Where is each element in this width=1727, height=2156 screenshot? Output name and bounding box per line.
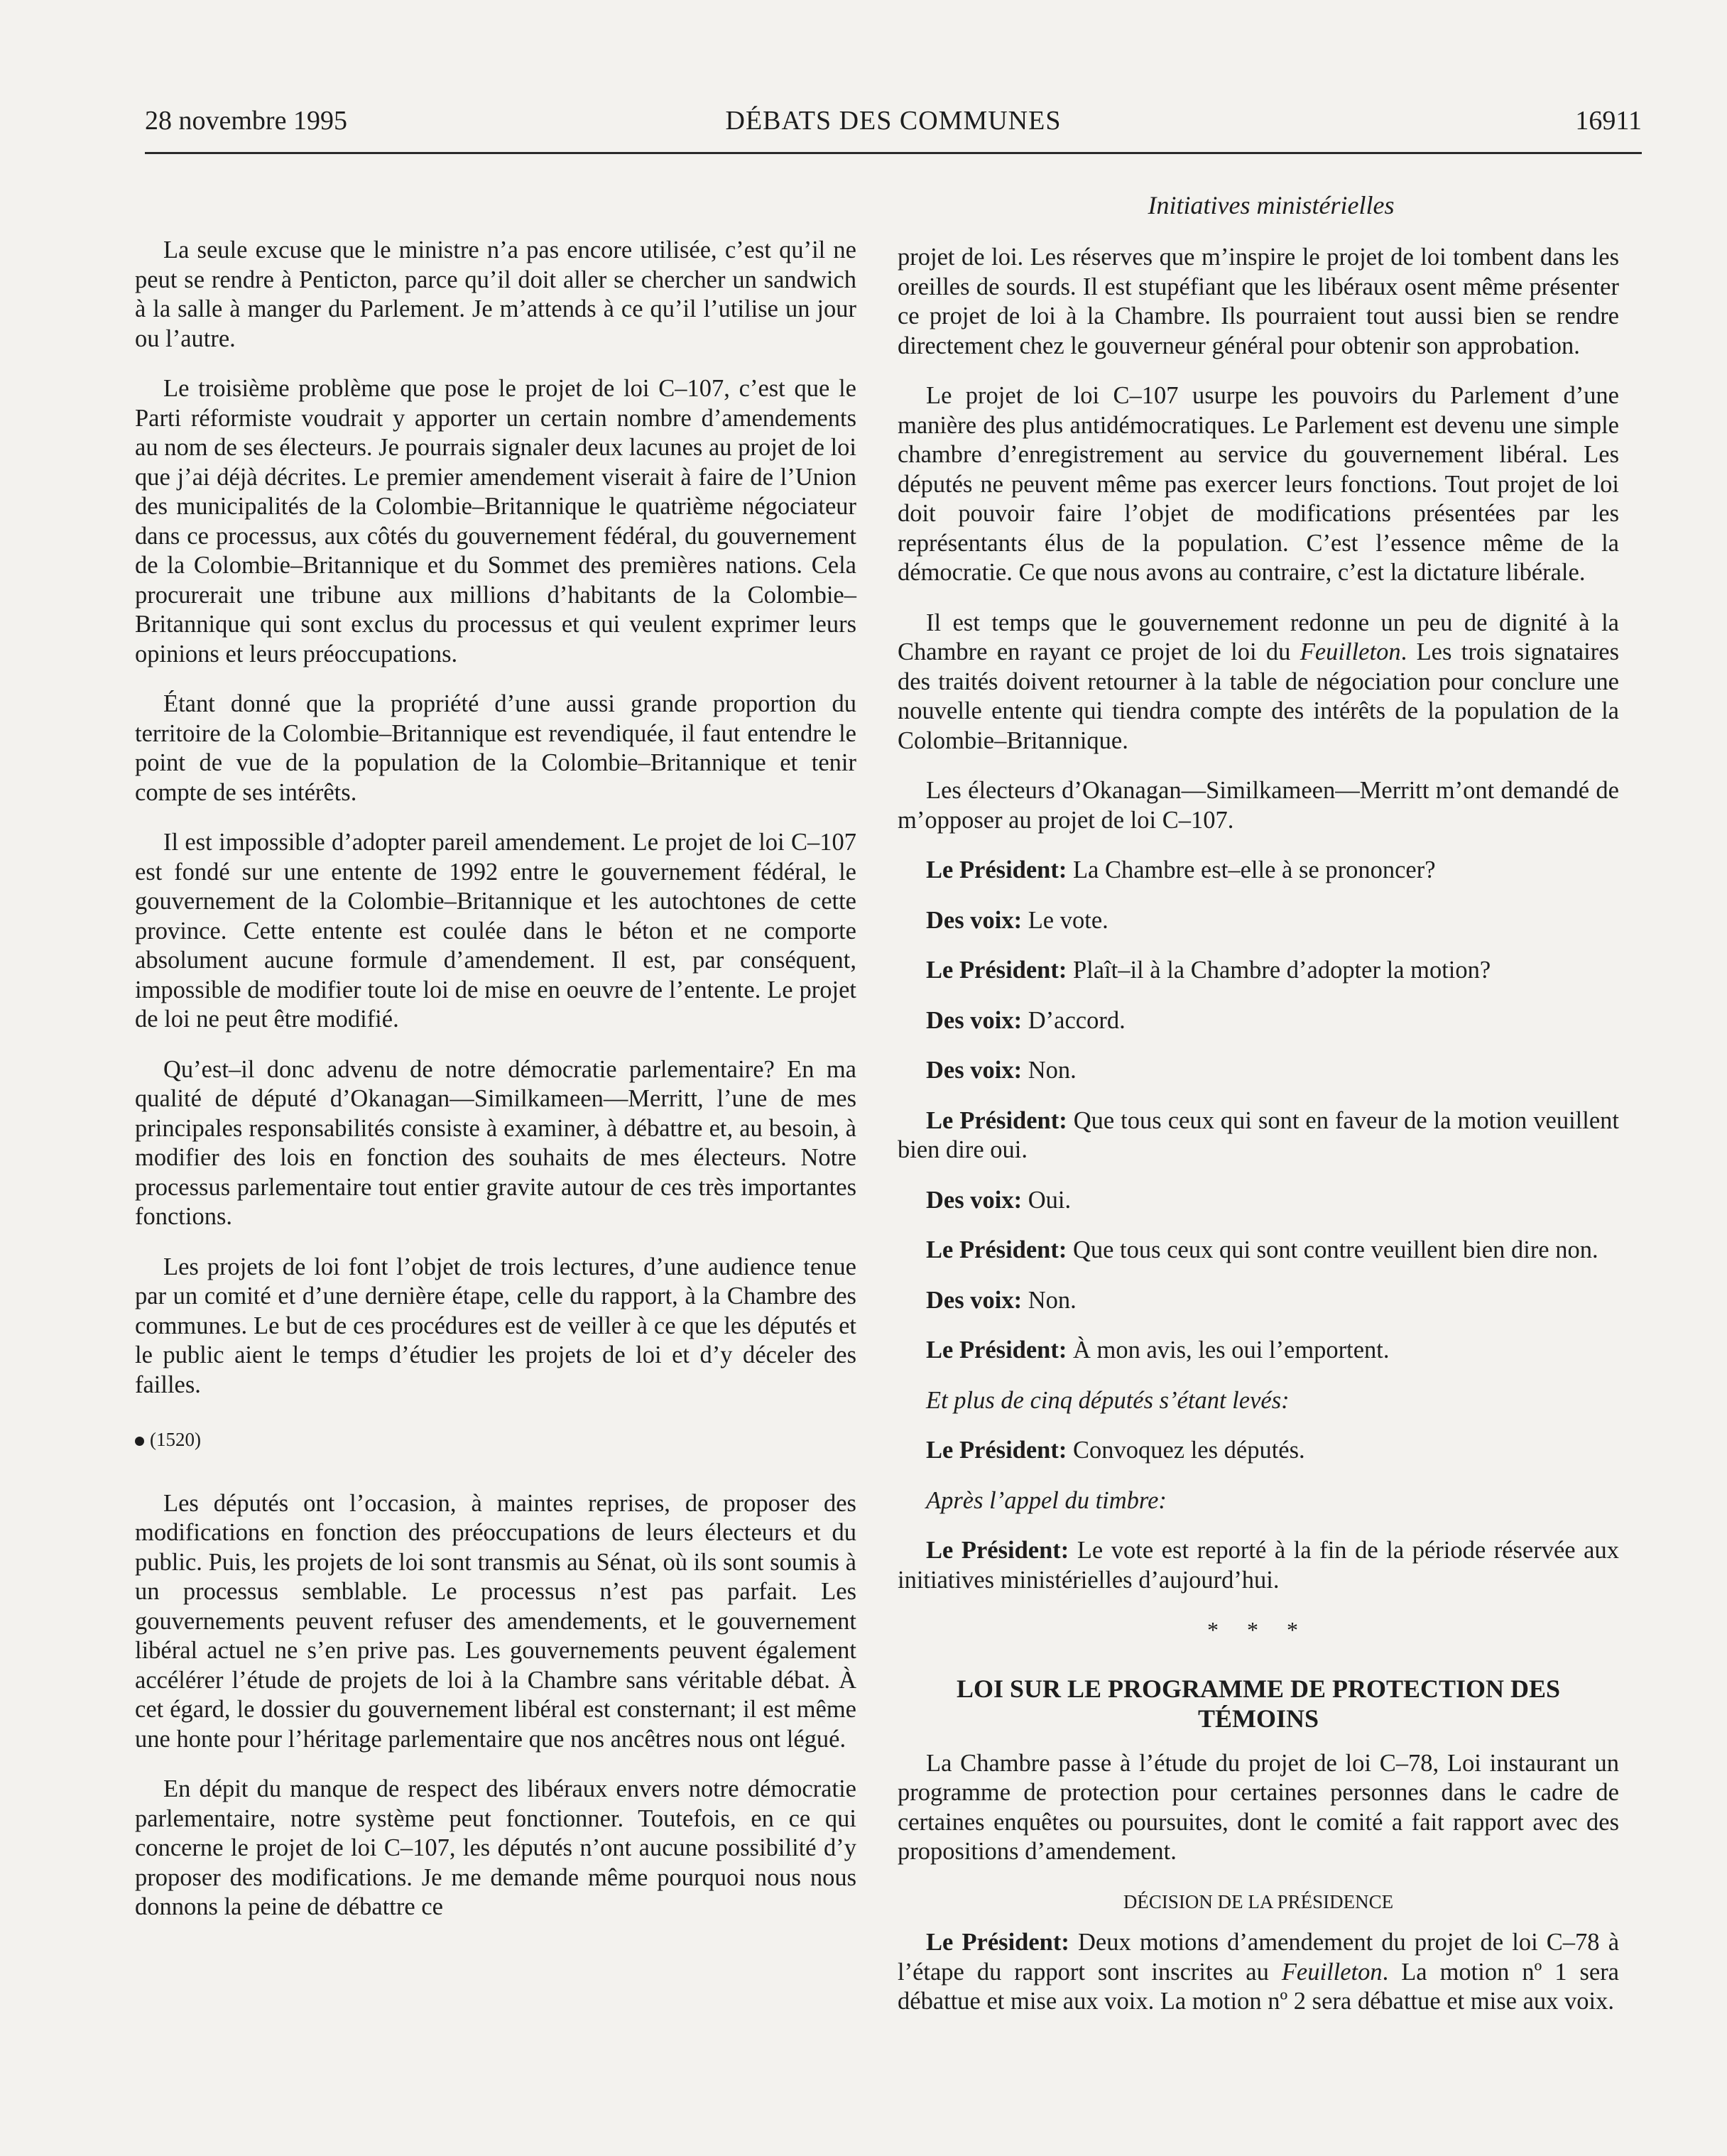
speaker-name: Des voix: bbox=[926, 1186, 1023, 1214]
header-title: DÉBATS DES COMMUNES bbox=[725, 106, 1062, 136]
exchange-line bbox=[898, 1056, 1619, 1086]
speech-text: Le vote. bbox=[1022, 906, 1108, 934]
speaker-name: Le Président: bbox=[926, 957, 1067, 984]
speaker-name: Des voix: bbox=[926, 1057, 1023, 1084]
page-header bbox=[145, 105, 1642, 148]
exchange-line bbox=[898, 956, 1619, 986]
speaker-name: Des voix: bbox=[926, 1286, 1023, 1314]
section-heading bbox=[898, 1674, 1619, 1733]
paragraph: En dépit du manque de respect des libéraux envers notre démocratie parlementaire, notre système peut fonctionner. Toutefois, en ce qui concerne le projet de loi C–107, les députés n’ont aucune possibilité d’y proposer des modifications. Je me demande même pourquoi nous nous donnons la peine de débattre ce bbox=[135, 1775, 856, 1920]
text-run: Deux motions d’amendement du projet de loi C–78 à l’étape du rapport sont inscrites au bbox=[898, 1929, 1620, 1986]
section-separator: * * * bbox=[1207, 1617, 1309, 1643]
paragraph: Qu’est–il donc advenu de notre démocratie parlementaire? En ma qualité de député d’Okanagan—Similkameen—Merritt, l’une de mes principales responsabilités consiste à examiner, à débattre et, au besoin, à modifier des lois en fonction des souhaits de mes électeurs. Notre processus parlementaire tout entier gravite autour de ces très importantes fonctions. bbox=[135, 1055, 856, 1230]
timestamp-text: (1520) bbox=[150, 1429, 201, 1450]
stage-direction: Après l’appel du timbre: bbox=[926, 1486, 1167, 1514]
header-page-number: 16911 bbox=[1575, 106, 1642, 136]
left-column bbox=[135, 236, 856, 1943]
speaker-name: Le Président: bbox=[926, 1437, 1067, 1464]
speaker-name: Le Président: bbox=[926, 1236, 1067, 1263]
paragraph bbox=[898, 1928, 1619, 2017]
speaker-name: Des voix: bbox=[926, 906, 1023, 934]
speaker-name: Le Président: bbox=[926, 856, 1067, 883]
bullet-icon bbox=[135, 1437, 144, 1446]
subheading: DÉCISION DE LA PRÉSIDENCE bbox=[1123, 1890, 1394, 1912]
paragraph: Le projet de loi C–107 usurpe les pouvoirs du Parlement d’une manière des plus antidémocratiques. Le Parlement est devenu une simple chambre d’enregistrement au service du gouvernement libéral. Les députés ne peuvent même pas exercer leurs fonctions. Tout projet de loi doit pouvoir faire l’objet de modifications présentées par les représentants élus de la population. C’est l’essence même de la démocratie. Ce que nous avons au contraire, c’est la dictature libérale. bbox=[898, 382, 1619, 586]
section-label: Initiatives ministérielles bbox=[1148, 191, 1395, 219]
speech-text: Le vote est reporté à la fin de la période réservée aux initiatives ministérielles d’aujourd’hui. bbox=[898, 1537, 1619, 1594]
text-emphasis: Feuilleton bbox=[1300, 638, 1401, 665]
speaker-name: Le Président: bbox=[926, 1336, 1067, 1363]
speech-text: À mon avis, les oui l’emportent. bbox=[1067, 1336, 1390, 1363]
paragraph: Les projets de loi font l’objet de trois lectures, d’une audience tenue par un comité et d’une dernière étape, celle du rapport, à la Chambre des communes. Le but de ces procédures est de veiller à ce que les députés et le public aient le temps d’étudier les projets de loi et d’y déceler des failles. bbox=[135, 1253, 856, 1398]
exchange-line bbox=[898, 856, 1619, 886]
timestamp bbox=[135, 1425, 856, 1455]
stage-direction: Et plus de cinq députés s’étant levés: bbox=[926, 1386, 1290, 1414]
paragraph: Étant donné que la propriété d’une aussi grande proportion du territoire de la Colombie–Britannique est revendiquée, il faut entendre le point de vue de la population de la Colombie–Britannique et tenir compte de ses intérêts. bbox=[135, 690, 856, 806]
text-run: . La motion nº 1 sera débattue et mise aux voix. La motion nº 2 sera débattue et mise aux voix. bbox=[898, 1958, 1619, 2015]
exchange-line bbox=[898, 1286, 1619, 1316]
paragraph: Les députés ont l’occasion, à maintes reprises, de proposer des modifications en fonction des préoccupations de leurs électeurs et du public. Puis, les projets de loi sont transmis au Sénat, où ils sont soumis à un processus semblable. Le processus n’est pas parfait. Les gouvernements peuvent refuser des amendements, et le gouvernement libéral actuel ne s’en prive pas. Les gouvernements peuvent également accélérer l’étude de projets de loi à la Chambre sans véritable débat. À cet égard, le dossier du gouvernement libéral est consternant; il est même une honte pour l’héritage parlementaire que nos ancêtres nous ont légué. bbox=[135, 1489, 856, 1753]
speech-text: Convoquez les députés. bbox=[1067, 1437, 1305, 1464]
exchange-line bbox=[898, 1106, 1619, 1165]
exchange-line bbox=[898, 1186, 1619, 1216]
heading-line: TÉMOINS bbox=[1197, 1704, 1319, 1733]
header-date: 28 novembre 1995 bbox=[145, 106, 347, 136]
exchange-line bbox=[898, 1536, 1619, 1595]
paragraph: Le troisième problème que pose le projet de loi C–107, c’est que le Parti réformiste voudrait y apporter un certain nombre d’amendements au nom de ses électeurs. Je pourrais signaler deux lacunes au projet de loi que j’ai déjà décrites. Le premier amendement viserait à faire de l’Union des municipalités de la Colombie–Britannique le quatrième négociateur dans ce processus, aux côtés du gouvernement fédéral, du gouvernement de la Colombie–Britannique et du Sommet des premières nations. Cela procurerait une tribune aux millions d’habitants de la Colombie–Britannique qui sont exclus du processus et qui veulent exprimer leurs opinions et leurs préoccupations. bbox=[135, 375, 856, 668]
exchange-line bbox=[898, 1336, 1619, 1366]
speech-text: D’accord. bbox=[1022, 1006, 1126, 1034]
text-run: Il est temps que le gouvernement redonne un peu de dignité à la Chambre en rayant ce projet de loi du bbox=[898, 609, 1619, 665]
text-emphasis: Feuilleton bbox=[1281, 1958, 1383, 1986]
speech-text: Que tous ceux qui sont contre veuillent bien dire non. bbox=[1067, 1236, 1598, 1263]
text-run: . Les trois signataires des traités doivent retourner à la table de négociation pour conclure une nouvelle entente qui tiendra compte des intérêts de la population de la Colombie–Britannique. bbox=[898, 638, 1619, 754]
speech-text: Oui. bbox=[1022, 1186, 1072, 1214]
speaker-name: Des voix: bbox=[926, 1006, 1023, 1034]
speech-text: Non. bbox=[1022, 1057, 1077, 1084]
paragraph: La seule excuse que le ministre n’a pas encore utilisée, c’est qu’il ne peut se rendre à Penticton, parce qu’il doit aller se chercher un sandwich à la salle à manger du Parlement. Je m’attends à ce qu’il l’utilise un jour ou l’autre. bbox=[135, 236, 856, 352]
speech-text: La Chambre est–elle à se prononcer? bbox=[1067, 856, 1436, 883]
speaker-name: Le Président: bbox=[926, 1106, 1067, 1134]
exchange-line bbox=[898, 906, 1619, 936]
header-rule bbox=[145, 152, 1642, 154]
right-column bbox=[898, 243, 1619, 2037]
paragraph: projet de loi. Les réserves que m’inspire le projet de loi tombent dans les oreilles de sourds. Il est stupéfiant que les libéraux osent même présenter ce projet de loi à la Chambre. Ils pourraient tout aussi bien se rendre directement chez le gouverneur général pour obtenir son approbation. bbox=[898, 244, 1619, 359]
heading-line: LOI SUR LE PROGRAMME DE PROTECTION DES bbox=[956, 1674, 1561, 1703]
speech-text: Non. bbox=[1022, 1286, 1077, 1314]
paragraph: La Chambre passe à l’étude du projet de loi C–78, Loi instaurant un programme de protection pour certaines personnes dans le cadre de certaines enquêtes ou poursuites, dont le comité a fait rapport avec des propositions d’amendement. bbox=[898, 1749, 1619, 1865]
speaker-name: Le Président: bbox=[926, 1537, 1069, 1564]
exchange-line bbox=[898, 1006, 1619, 1036]
exchange-line bbox=[898, 1436, 1619, 1466]
paragraph: Les électeurs d’Okanagan—Similkameen—Merritt m’ont demandé de m’opposer au projet de loi C–107. bbox=[898, 777, 1619, 834]
exchange-line bbox=[898, 1236, 1619, 1265]
speaker-name: Le Président: bbox=[926, 1929, 1069, 1956]
speech-text: Plaît–il à la Chambre d’adopter la motion? bbox=[1067, 957, 1491, 984]
paragraph: Il est impossible d’adopter pareil amendement. Le projet de loi C–107 est fondé sur une entente de 1992 entre le gouvernement fédéral, le gouvernement de la Colombie–Britannique et les autochtones de cette province. Cette entente est coulée dans le béton et ne comporte absolument aucune formule d’amendement. Il est, par conséquent, impossible de modifier toute loi de mise en oeuvre de l’entente. Le projet de loi ne peut être modifié. bbox=[135, 829, 856, 1033]
speech-text: Que tous ceux qui sont en faveur de la motion veuillent bien dire oui. bbox=[898, 1106, 1619, 1163]
paragraph bbox=[898, 609, 1619, 756]
